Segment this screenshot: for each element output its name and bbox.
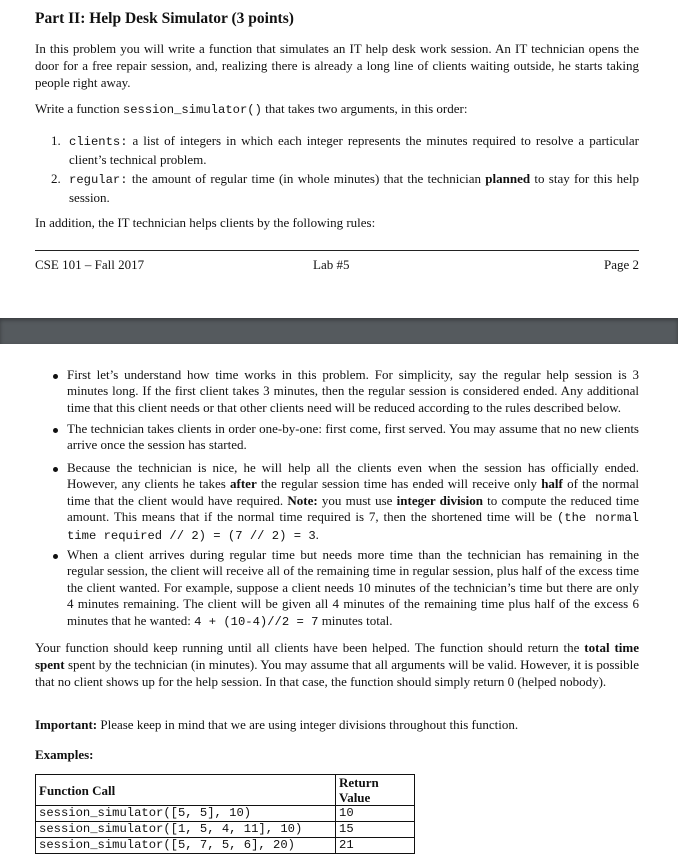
intro-paragraph: In this problem you will write a function that simulates an IT help desk work session. An IT technician opens the door for a free repair session, and, realizing there is already a long line of clients waiting outside, he starts taking people right away.: [35, 41, 639, 90]
argument-name: regular:: [69, 173, 128, 187]
bullet-dot: [53, 467, 58, 472]
argument-description-bold: planned: [485, 171, 531, 186]
write-suffix: that takes two arguments, in this order:: [261, 101, 468, 116]
page-break: [0, 318, 678, 344]
table-header-row: [36, 775, 415, 806]
text-bold: Note:: [287, 492, 318, 508]
text-bold: after: [230, 476, 257, 492]
rule-text: First let’s understand how time works in this problem. For simplicity, say the regular help session is 3 minutes long. If the first client takes 3 minutes, then the regular session is considered ended. Any additional time that this client needs or that other clients need will be reduced according to the rules described below.: [67, 367, 639, 415]
table-row: [36, 822, 415, 838]
text-run: minutes total.: [318, 612, 393, 628]
text-run: the regular session time has ended will receive only: [256, 476, 542, 492]
rule-bullet-time: [53, 367, 639, 416]
text-run: of the normal time that the client would have required.: [67, 476, 639, 508]
rule-bullet-order: [53, 421, 639, 454]
argument-item-regular: [51, 170, 639, 206]
function-call-cell: session_simulator([5, 5], 10): [36, 806, 336, 822]
examples-heading: Examples:: [35, 747, 94, 762]
argument-number: 2.: [51, 171, 61, 186]
code-snippet: 4 + (10-4)//2 = 7: [194, 614, 319, 629]
function-name: session_simulator(): [122, 103, 262, 117]
bullet-dot: [53, 554, 58, 559]
column-header-return-value: Return Value: [336, 775, 415, 806]
write-function-paragraph: [35, 100, 639, 119]
text-run: to compute the reduced time amount. This means that if the normal time required is 7, then the shortened time will be: [67, 492, 639, 525]
return-paragraph: [35, 639, 639, 690]
return-value-cell: 21: [336, 838, 415, 854]
text-run: you must use: [317, 492, 397, 508]
rule-bullet-half-time: [53, 460, 639, 544]
rule-bullet-excess-time: [53, 547, 639, 630]
footer-course: CSE 101 – Fall 2017: [35, 257, 145, 272]
return-value-cell: 10: [336, 806, 415, 822]
important-label: Important:: [35, 717, 98, 732]
return-value-cell: 15: [336, 822, 415, 838]
page-2: [0, 344, 678, 852]
text-run: Because the technician is nice, he will help all the clients even when the session has officially ended. However, any clients he takes: [67, 460, 639, 492]
argument-name: clients:: [69, 135, 128, 149]
text-run: Your function should keep running until all clients have been helped. The function should return the: [35, 640, 585, 655]
text-run: .: [315, 526, 319, 542]
argument-number: 1.: [51, 133, 61, 148]
text-run: spent by the technician (in minutes). You may assume that all arguments will be valid. However, it is possible that no client shows up for the help session. In that case, the function should simply return 0 (helped nobody).: [35, 657, 639, 689]
argument-item-clients: [51, 132, 639, 168]
examples-table: [35, 774, 415, 854]
rule-text: [67, 460, 639, 544]
footer-lab: Lab #5: [313, 257, 350, 272]
argument-description: the amount of regular time (in whole minutes) that the technician: [127, 171, 486, 186]
important-text: Please keep in mind that we are using integer divisions throughout this function.: [97, 717, 519, 732]
text-bold: integer division: [396, 492, 483, 508]
important-note: [35, 716, 639, 733]
code-snippet: (the normal time required // 2) = (7 // 2) = 3: [67, 511, 639, 543]
rules-intro: In addition, the IT technician helps clients by the following rules:: [35, 215, 376, 230]
text-bold: half: [541, 476, 563, 492]
rule-text: The technician takes clients in order one-by-one: first come, first served. You may assume that no new clients arrive once the session has started.: [67, 421, 639, 453]
function-call-cell: session_simulator([1, 5, 4, 11], 10): [36, 822, 336, 838]
rule-text: [67, 547, 639, 630]
bullet-dot: [53, 374, 58, 379]
write-prefix: Write a function: [35, 101, 123, 116]
table-row: [36, 806, 415, 822]
argument-description-end: to stay for this help session.: [69, 171, 639, 205]
footer-page-number: Page 2: [603, 257, 639, 272]
argument-description: a list of integers in which each integer represents the minutes required to resolve a particular client’s technical problem.: [69, 133, 639, 167]
footer-rule: [35, 250, 639, 251]
text-bold: total time spent: [35, 640, 639, 672]
column-header-function-call: Function Call: [36, 775, 336, 806]
bullet-dot: [53, 428, 58, 433]
table-row: [36, 838, 415, 854]
text-run: When a client arrives during regular time but needs more time than the technician has remaining in the regular session, the client will receive all of the remaining time in regular session, plus half of the excess time the client wanted. For example, suppose a client needs 10 minutes of the technician’s time but there are only 4 minutes remaining. The client will be given all 4 minutes of the remaining time plus half of the excess 6 minutes that he wanted:: [67, 547, 639, 628]
page-1: [0, 0, 678, 318]
function-call-cell: session_simulator([5, 7, 5, 6], 20): [36, 838, 336, 854]
part-title: Part II: Help Desk Simulator (3 points): [35, 10, 294, 27]
